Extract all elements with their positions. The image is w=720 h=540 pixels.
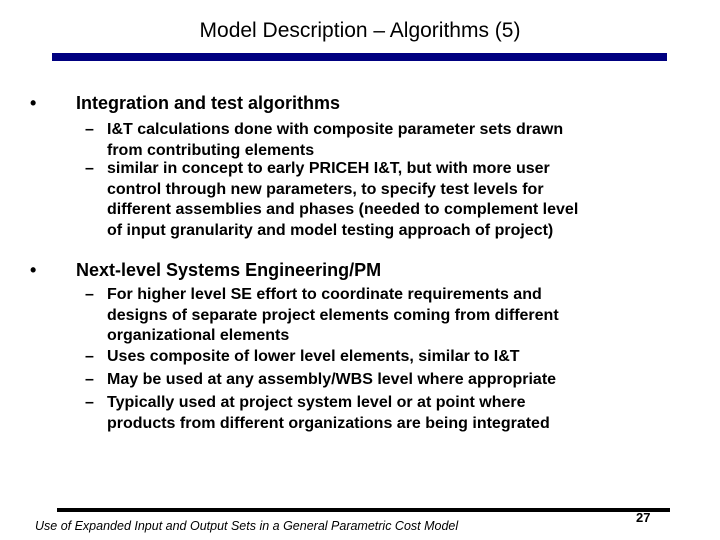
- sub-item-line: designs of separate project elements coming from different: [107, 306, 559, 324]
- slide-title: Model Description – Algorithms (5): [199, 19, 521, 42]
- sub-item-line: For higher level SE effort to coordinate requirements and: [107, 286, 542, 303]
- sub-item-line: May be used at any assembly/WBS level where appropriate: [107, 371, 557, 388]
- dash-icon: –: [85, 348, 94, 365]
- dash-icon: –: [85, 371, 94, 388]
- sub-item-line: I&T calculations done with composite parameter sets drawn: [107, 121, 564, 138]
- dash-icon: –: [85, 286, 94, 303]
- sub-item-line: products from different organizations are being integrated: [107, 414, 550, 432]
- bullet-icon: •: [30, 260, 37, 280]
- dash-icon: –: [85, 394, 94, 411]
- footer-rule: [57, 508, 670, 512]
- sub-item-line: similar in concept to early PRICEH I&T, but with more user: [107, 160, 550, 177]
- sub-item-text: [107, 393, 707, 434]
- dash-icon: –: [85, 121, 94, 138]
- sub-item-line: Typically used at project system level or at point where: [107, 394, 526, 411]
- sub-item-text: [107, 285, 707, 347]
- sub-item-text: [107, 347, 707, 368]
- footer-caption: Use of Expanded Input and Output Sets in a General Parametric Cost Model: [35, 519, 459, 533]
- sub-item-line: Uses composite of lower level elements, similar to I&T: [107, 348, 520, 365]
- section-heading-integration: Integration and test algorithms: [76, 93, 341, 113]
- sub-item-line: of input granularity and model testing approach of project): [107, 221, 554, 239]
- sub-item-text: [107, 159, 707, 241]
- sub-item-text: [107, 120, 707, 161]
- dash-icon: –: [85, 160, 94, 177]
- page-number: 27: [636, 510, 651, 525]
- sub-item-line: from contributing elements: [107, 141, 315, 159]
- sub-item-line: organizational elements: [107, 327, 290, 344]
- section-heading-systems-engineering: Next-level Systems Engineering/PM: [76, 260, 382, 280]
- bullet-icon: •: [30, 93, 37, 113]
- sub-item-line: different assemblies and phases (needed to complement level: [107, 201, 579, 218]
- sub-item-text: [107, 370, 707, 391]
- title-underline-bar: [52, 53, 667, 61]
- sub-item-line: control through new parameters, to specify test levels for: [107, 180, 544, 198]
